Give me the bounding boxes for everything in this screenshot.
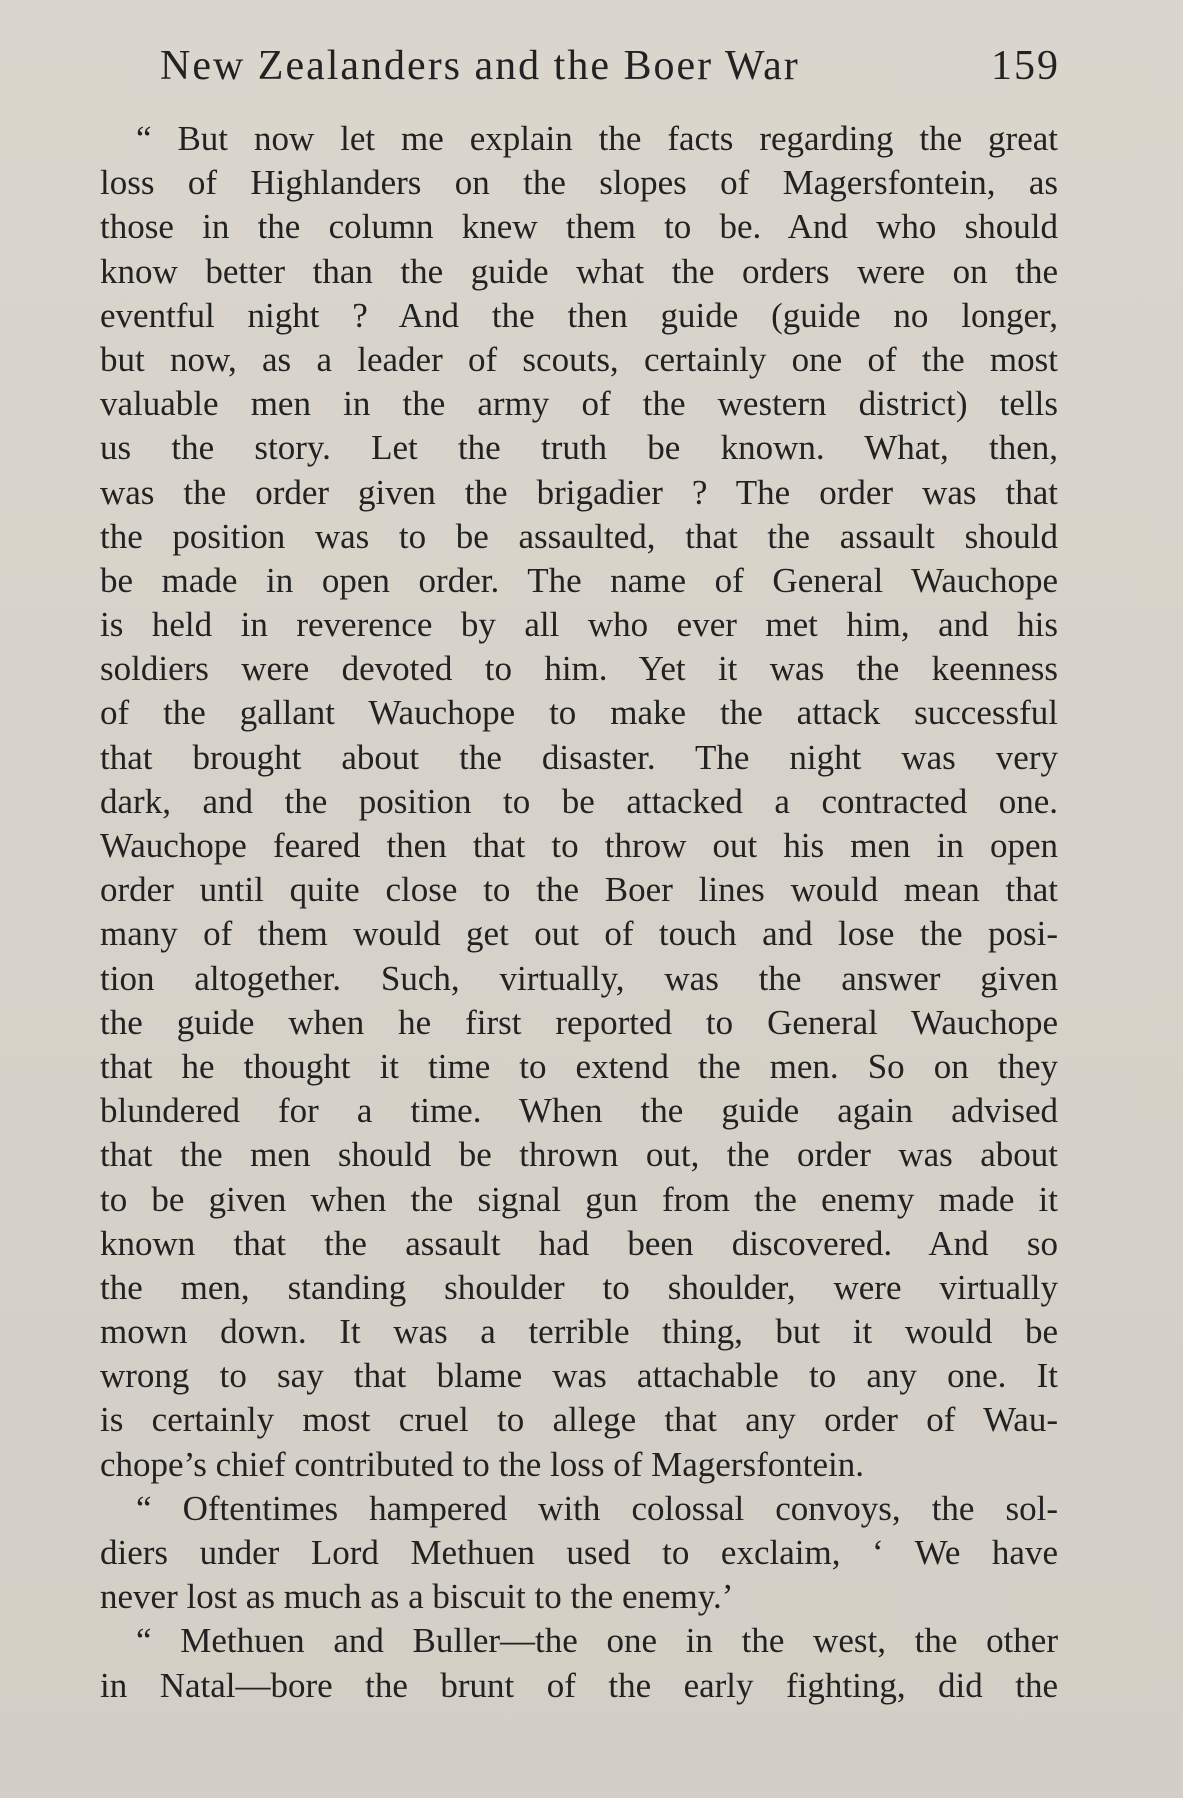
text-line: valuable men in the army of the western district) tells — [100, 384, 1058, 424]
text-line: loss of Highlanders on the slopes of Magersfontein, as — [100, 163, 1058, 203]
text-line: chope’s chief contributed to the loss of Magersfontein. — [100, 1444, 864, 1484]
text-line: Wauchope feared then that to throw out his men in open — [100, 826, 1058, 865]
text-line: diers under Lord Methuen used to exclaim, ‘ We have — [100, 1533, 1058, 1572]
text-line: wrong to say that blame was attachable to any one. It — [100, 1356, 1058, 1396]
text-line: the men, standing shoulder to shoulder, were virtually — [100, 1267, 1058, 1307]
text-line: never lost as much as a biscuit to the enemy.’ — [100, 1577, 734, 1617]
text-line: soldiers were devoted to him. Yet it was the keenness — [100, 649, 1058, 689]
text-line: tion altogether. Such, virtually, was the answer given — [100, 958, 1058, 998]
text-line: known that the assault had been discovered. And so — [100, 1223, 1058, 1263]
text-line: that brought about the disaster. The night was very — [100, 737, 1058, 777]
text-line: eventful night ? And the then guide (guide no longer, — [100, 295, 1058, 335]
text-line: of the gallant Wauchope to make the attack successful — [100, 693, 1058, 733]
text-line: that the men should be thrown out, the order was about — [100, 1135, 1058, 1175]
text-line: “ But now let me explain the facts regarding the great — [136, 119, 1058, 158]
text-line: blundered for a time. When the guide again advised — [100, 1091, 1058, 1131]
text-line: know better than the guide what the orders were on the — [100, 251, 1058, 291]
text-line: be made in open order. The name of General Wauchope — [100, 560, 1058, 600]
text-line: dark, and the position to be attacked a contracted one. — [100, 781, 1058, 821]
text-line: was the order given the brigadier ? The order was that — [100, 472, 1058, 512]
text-line: is certainly most cruel to allege that any order of Wau- — [100, 1400, 1058, 1440]
page-header — [160, 40, 1060, 92]
text-line: to be given when the signal gun from the enemy made it — [100, 1179, 1058, 1219]
text-line: many of them would get out of touch and lose the posi- — [100, 914, 1058, 954]
text-line: in Natal—bore the brunt of the early fighting, did the — [100, 1665, 1058, 1705]
text-line: mown down. It was a terrible thing, but it would be — [100, 1312, 1058, 1352]
text-line: the position was to be assaulted, that the assault should — [100, 516, 1058, 556]
text-line: “ Oftentimes hampered with colossal convoys, the sol- — [136, 1488, 1058, 1528]
body-text — [100, 117, 1058, 1708]
running-title: New Zealanders and the Boer War — [160, 43, 800, 89]
text-line: “ Methuen and Buller—the one in the west, the other — [136, 1621, 1058, 1661]
text-line: but now, as a leader of scouts, certainly one of the most — [100, 339, 1058, 379]
text-line: order until quite close to the Boer lines would mean that — [100, 870, 1058, 910]
text-line: the guide when he first reported to General Wauchope — [100, 1002, 1058, 1042]
text-line: that he thought it time to extend the men. So on they — [100, 1046, 1058, 1086]
page-number: 159 — [991, 43, 1060, 89]
text-line: us the story. Let the truth be known. What, then, — [100, 428, 1058, 468]
text-line: those in the column knew them to be. And who should — [100, 207, 1058, 247]
text-line: is held in reverence by all who ever met him, and his — [100, 605, 1058, 645]
